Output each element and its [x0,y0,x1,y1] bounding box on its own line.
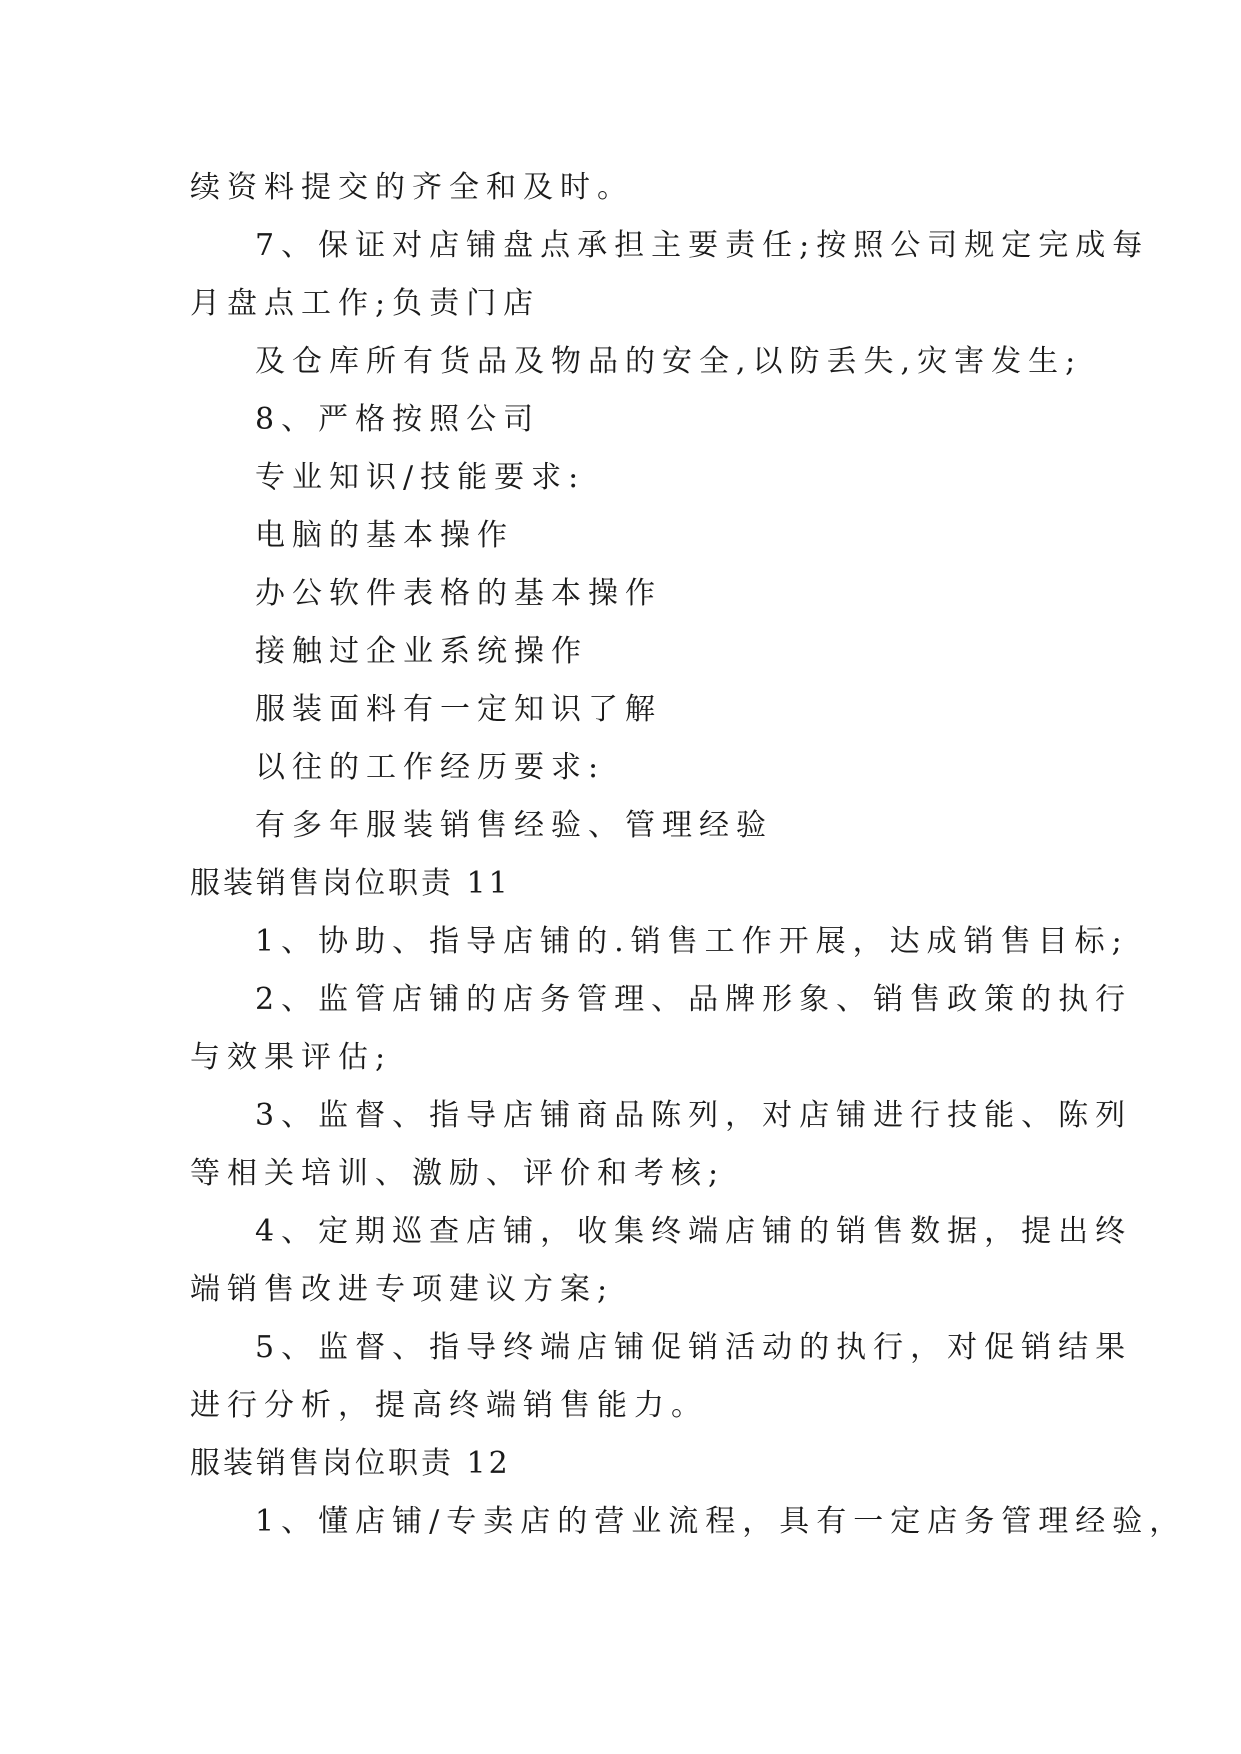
text-line: 1、懂店铺/专卖店的营业流程，具有一定店务管理经验， [255,1504,1187,1539]
text-line: 1、协助、指导店铺的.销售工作开展，达成销售目标; [255,924,1129,959]
section-heading: 服装销售岗位职责 11 [190,866,511,901]
section-heading: 服装销售岗位职责 12 [190,1446,511,1481]
text-line: 接触过企业系统操作 [255,634,588,669]
text-line: 进行分析，提高终端销售能力。 [190,1388,708,1423]
text-line: 以往的工作经历要求: [255,750,606,785]
text-line: 等相关培训、激励、评价和考核; [190,1156,726,1191]
text-line: 8、严格按照公司 [255,402,541,437]
text-line: 专业知识/技能要求: [255,460,586,495]
text-line: 3、监督、指导店铺商品陈列，对店铺进行技能、陈列 [255,1098,1133,1133]
text-line: 5、监督、指导终端店铺促销活动的执行，对促销结果 [255,1330,1133,1365]
text-line: 办公软件表格的基本操作 [255,576,662,611]
text-line: 续资料提交的齐全和及时。 [190,170,634,205]
text-line: 服装面料有一定知识了解 [255,692,662,727]
text-line: 7、保证对店铺盘点承担主要责任;按照公司规定完成每 [255,228,1150,263]
text-line: 4、定期巡查店铺，收集终端店铺的销售数据，提出终 [255,1214,1133,1249]
text-line: 月盘点工作;负责门店 [190,286,541,321]
text-line: 端销售改进专项建议方案; [190,1272,615,1307]
text-line: 2、监管店铺的店务管理、品牌形象、销售政策的执行 [255,982,1133,1017]
text-line: 有多年服装销售经验、管理经验 [255,808,773,843]
text-line: 及仓库所有货品及物品的安全,以防丢失,灾害发生; [255,344,1083,379]
text-line: 电脑的基本操作 [255,518,514,553]
text-line: 与效果评估; [190,1040,393,1075]
